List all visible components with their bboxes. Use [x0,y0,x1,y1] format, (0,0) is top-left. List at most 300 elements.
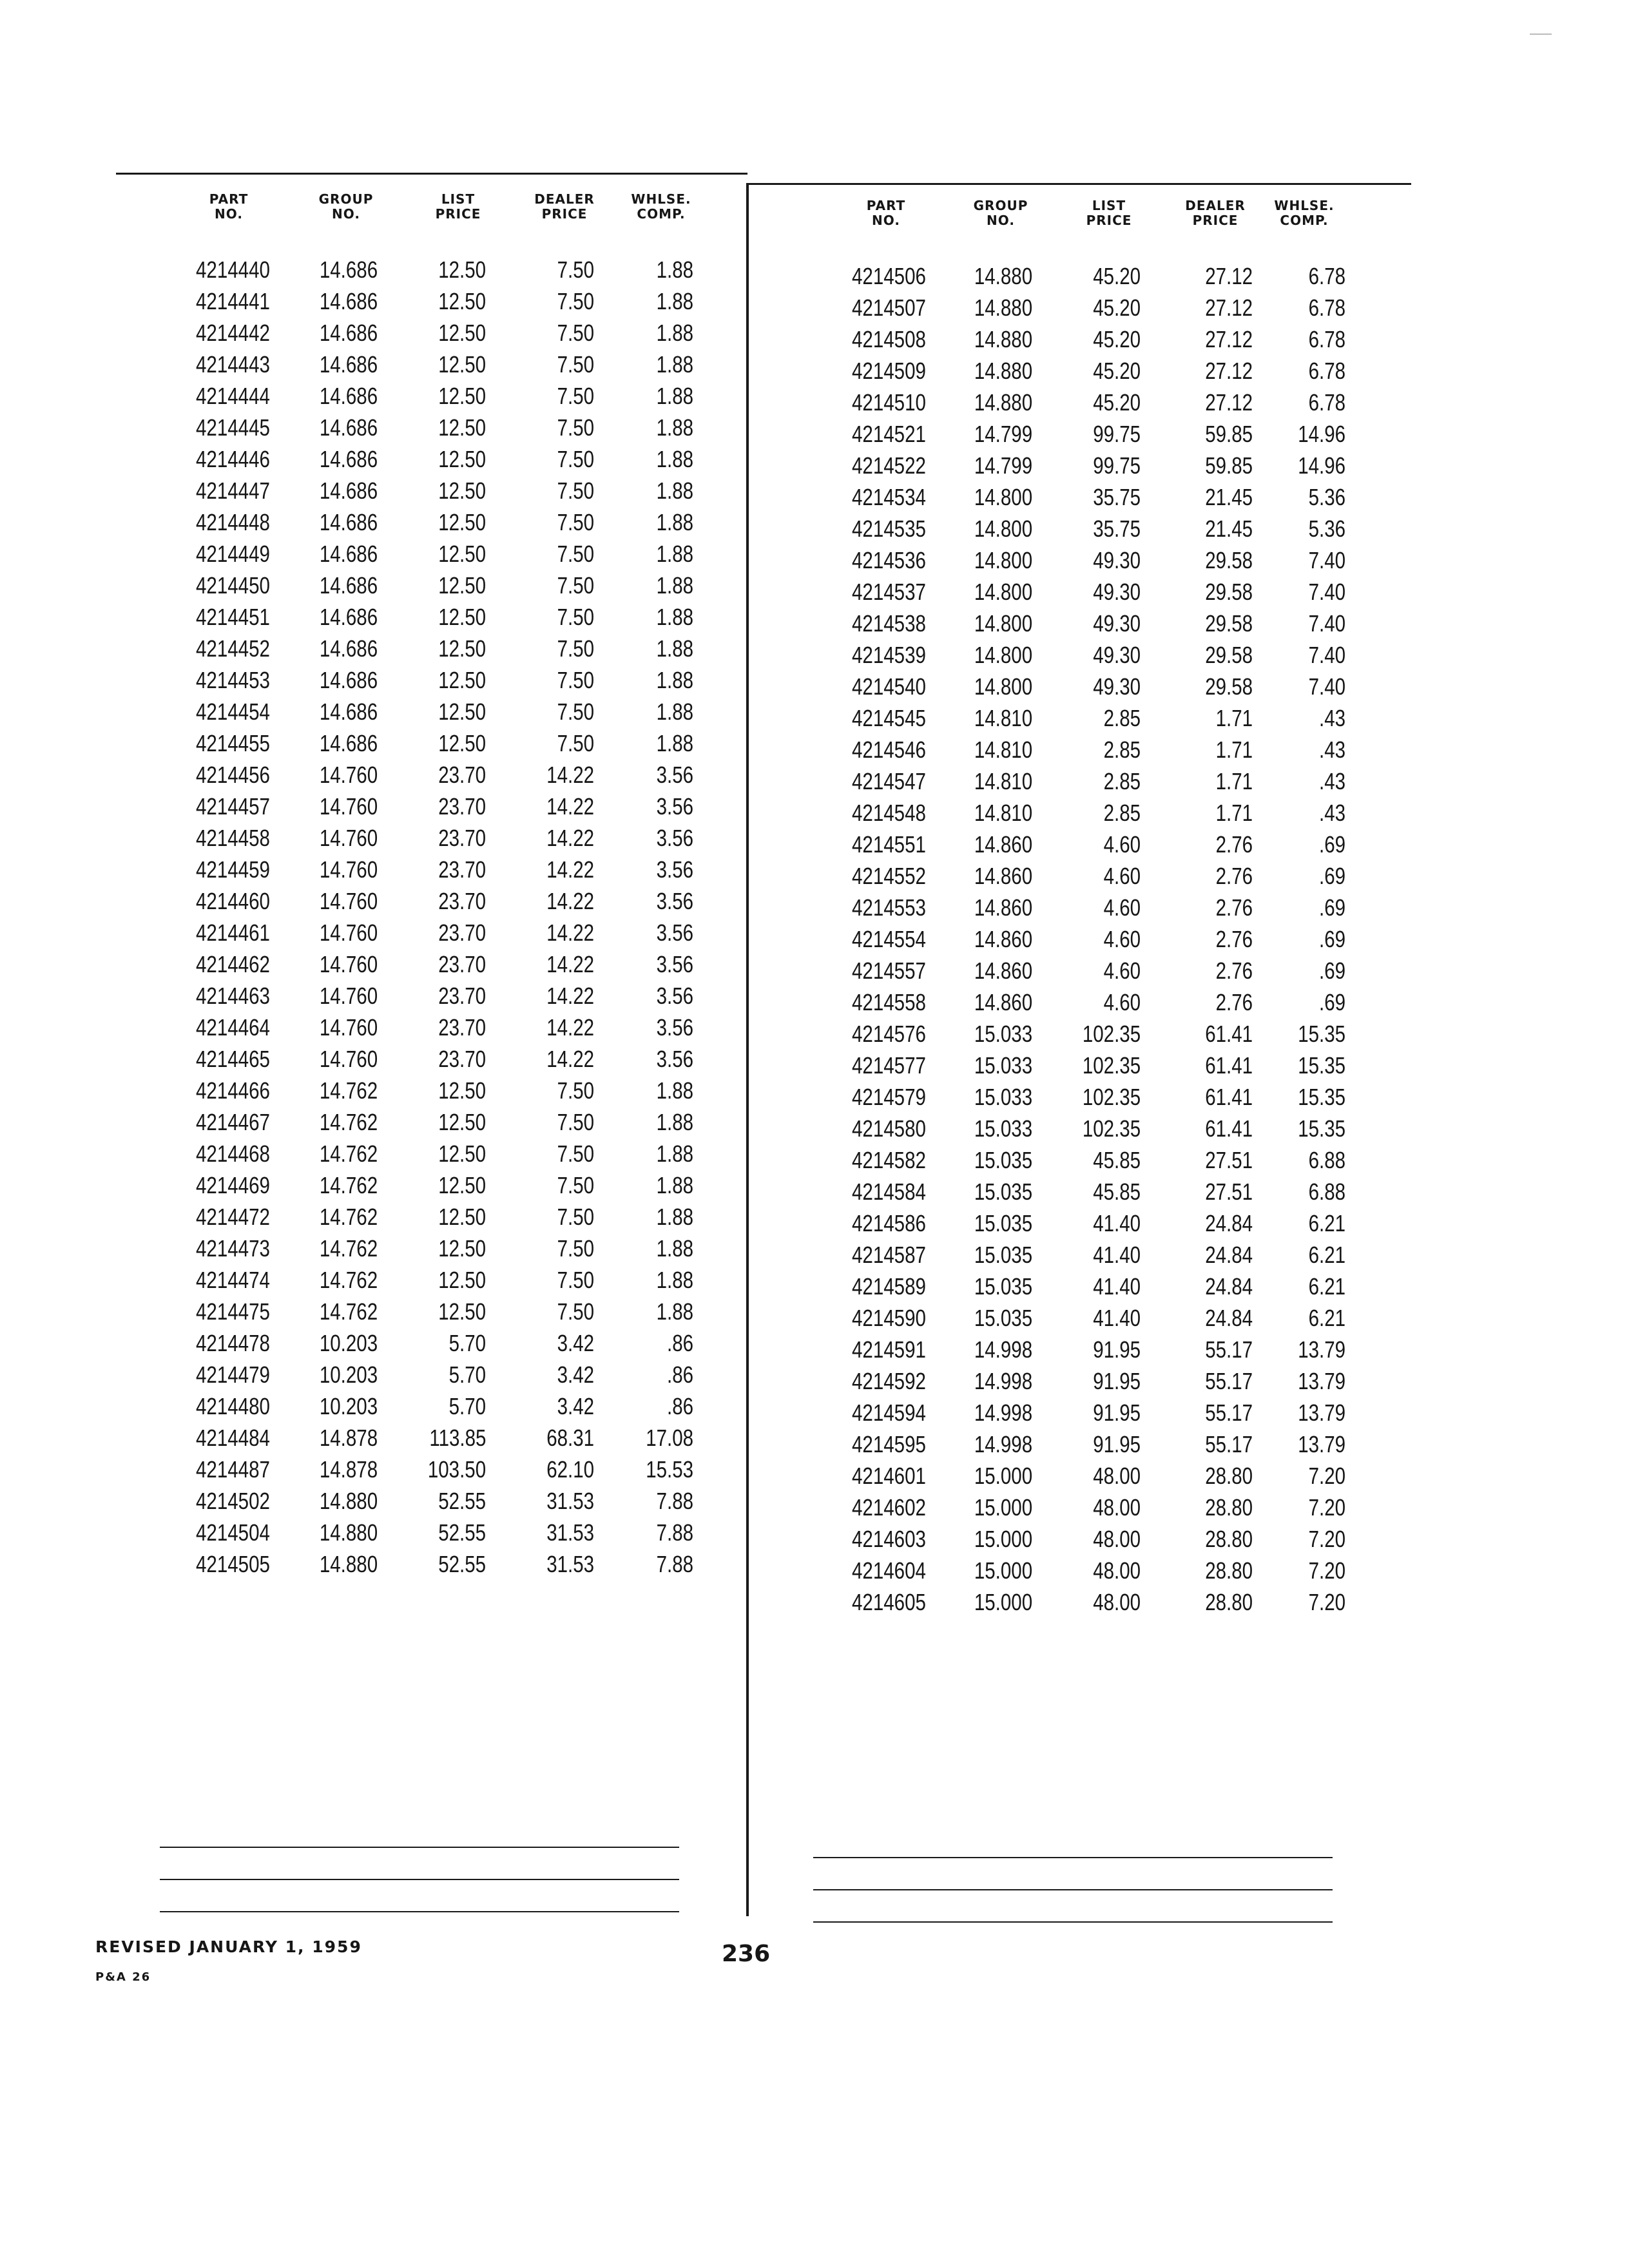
cell-list-price: 113.85 [429,1425,486,1451]
cell-dealer-price: 7.50 [557,1109,594,1135]
cell-part-no: 4214547 [852,768,926,794]
cell-whlse-comp: 1.88 [656,1204,693,1230]
cell-dealer-price: 24.84 [1205,1210,1253,1236]
table-row [184,1517,719,1548]
cell-group-no: 15.033 [974,1115,1032,1142]
cell-dealer-price: 1.71 [1215,736,1253,763]
cell-whlse-comp: .69 [1318,926,1345,952]
cell-whlse-comp: .43 [1318,705,1345,731]
cell-group-no: 14.686 [319,383,378,409]
cell-dealer-price: 1.71 [1215,768,1253,794]
cell-part-no: 4214522 [852,452,926,479]
cell-group-no: 14.686 [319,604,378,630]
cell-group-no: 14.760 [319,825,378,851]
cell-group-no: 14.686 [319,414,378,441]
cell-whlse-comp: 1.88 [656,414,693,441]
cell-dealer-price: 61.41 [1205,1052,1253,1079]
cell-list-price: 41.40 [1093,1242,1141,1268]
table-row [184,1264,719,1296]
cell-group-no: 14.686 [319,320,378,346]
cell-part-no: 4214587 [852,1242,926,1268]
table-row [184,1201,719,1233]
table-row [184,1106,719,1138]
right-table-body [835,260,1370,1618]
blank-line [813,1921,1333,1923]
table-row [835,1397,1370,1428]
table-row [184,759,719,791]
cell-part-no: 4214480 [196,1393,270,1419]
header-part-no: PART NO. [866,198,906,228]
cell-list-price: 12.50 [438,1077,486,1104]
cell-list-price: 12.50 [438,1204,486,1230]
cell-group-no: 14.880 [319,1488,378,1514]
cell-group-no: 14.762 [319,1172,378,1198]
cell-whlse-comp: 13.79 [1298,1431,1345,1457]
cell-group-no: 15.033 [974,1084,1032,1110]
cell-list-price: 49.30 [1093,642,1141,668]
table-row [835,1018,1370,1050]
left-table-body [184,254,719,1580]
cell-list-price: 12.50 [438,698,486,725]
cell-list-price: 12.50 [438,477,486,504]
cell-dealer-price: 68.31 [546,1425,594,1451]
revised-date: REVISED JANUARY 1, 1959 [95,1937,362,1956]
cell-group-no: 14.686 [319,509,378,535]
cell-whlse-comp: 7.20 [1308,1526,1345,1552]
cell-whlse-comp: 1.88 [656,1172,693,1198]
cell-part-no: 4214459 [196,856,270,883]
cell-group-no: 14.998 [974,1431,1032,1457]
header-dealer-price: DEALER PRICE [1185,198,1246,228]
cell-dealer-price: 14.22 [546,1014,594,1041]
cell-part-no: 4214460 [196,888,270,914]
cell-whlse-comp: 6.78 [1308,294,1345,321]
cell-group-no: 14.686 [319,667,378,693]
cell-whlse-comp: 7.88 [656,1519,693,1546]
cell-group-no: 14.760 [319,793,378,820]
cell-list-price: 48.00 [1093,1557,1141,1584]
cell-group-no: 15.035 [974,1210,1032,1236]
cell-list-price: 23.70 [438,825,486,851]
cell-group-no: 14.880 [974,358,1032,384]
cell-group-no: 14.878 [319,1456,378,1483]
cell-part-no: 4214577 [852,1052,926,1079]
cell-whlse-comp: 17.08 [646,1425,693,1451]
cell-list-price: 99.75 [1093,421,1141,447]
cell-dealer-price: 2.76 [1215,831,1253,858]
table-row [835,418,1370,450]
cell-whlse-comp: 1.88 [656,1109,693,1135]
table-row [184,506,719,538]
cell-group-no: 14.800 [974,673,1032,700]
table-row [835,1144,1370,1176]
cell-list-price: 48.00 [1093,1494,1141,1521]
cell-group-no: 14.762 [319,1235,378,1262]
cell-dealer-price: 14.22 [546,1046,594,1072]
cell-whlse-comp: 3.56 [656,793,693,820]
table-row [184,380,719,412]
cell-dealer-price: 7.50 [557,383,594,409]
cell-whlse-comp: 5.36 [1308,515,1345,542]
table-row [835,1113,1370,1144]
cell-list-price: 103.50 [427,1456,486,1483]
cell-list-price: 12.50 [438,383,486,409]
cell-dealer-price: 7.50 [557,604,594,630]
cell-group-no: 14.880 [974,294,1032,321]
cell-group-no: 14.860 [974,863,1032,889]
cell-part-no: 4214535 [852,515,926,542]
header-dealer-price: DEALER PRICE [534,191,595,222]
corner-mark [1530,34,1552,35]
cell-part-no: 4214449 [196,541,270,567]
cell-part-no: 4214605 [852,1589,926,1615]
cell-dealer-price: 27.12 [1205,326,1253,352]
cell-part-no: 4214539 [852,642,926,668]
cell-part-no: 4214576 [852,1021,926,1047]
cell-list-price: 12.50 [438,1109,486,1135]
cell-list-price: 12.50 [438,1267,486,1293]
cell-whlse-comp: 1.88 [656,604,693,630]
cell-part-no: 4214504 [196,1519,270,1546]
cell-dealer-price: 31.53 [546,1551,594,1577]
cell-list-price: 41.40 [1093,1305,1141,1331]
header-part-no: PART NO. [209,191,249,222]
cell-part-no: 4214453 [196,667,270,693]
cell-part-no: 4214451 [196,604,270,630]
cell-whlse-comp: 6.88 [1308,1147,1345,1173]
cell-dealer-price: 24.84 [1205,1242,1253,1268]
cell-dealer-price: 14.22 [546,983,594,1009]
table-row [184,1485,719,1517]
cell-group-no: 15.035 [974,1273,1032,1300]
cell-group-no: 14.686 [319,288,378,314]
cell-whlse-comp: 7.40 [1308,579,1345,605]
cell-whlse-comp: .43 [1318,768,1345,794]
cell-dealer-price: 1.71 [1215,800,1253,826]
table-row [835,1334,1370,1365]
cell-group-no: 14.860 [974,957,1032,984]
cell-whlse-comp: 1.88 [656,1267,693,1293]
cell-group-no: 15.000 [974,1557,1032,1584]
cell-part-no: 4214594 [852,1399,926,1426]
cell-list-price: 12.50 [438,351,486,378]
top-rule-right [747,183,1411,185]
table-row [184,822,719,854]
cell-dealer-price: 61.41 [1205,1021,1253,1047]
cell-group-no: 14.762 [319,1077,378,1104]
blank-line [160,1879,679,1880]
cell-group-no: 15.035 [974,1305,1032,1331]
cell-dealer-price: 7.50 [557,320,594,346]
table-row [835,829,1370,860]
cell-part-no: 4214548 [852,800,926,826]
cell-list-price: 35.75 [1093,484,1141,510]
cell-whlse-comp: 7.40 [1308,673,1345,700]
cell-dealer-price: 27.12 [1205,389,1253,416]
table-row [184,1390,719,1422]
cell-dealer-price: 7.50 [557,1140,594,1167]
cell-dealer-price: 7.50 [557,509,594,535]
cell-list-price: 49.30 [1093,610,1141,637]
cell-list-price: 23.70 [438,1014,486,1041]
cell-list-price: 2.85 [1103,705,1141,731]
cell-group-no: 14.880 [974,263,1032,289]
cell-whlse-comp: 7.20 [1308,1589,1345,1615]
table-row [184,633,719,664]
cell-whlse-comp: 3.56 [656,983,693,1009]
cell-dealer-price: 24.84 [1205,1305,1253,1331]
cell-part-no: 4214455 [196,730,270,756]
cell-part-no: 4214603 [852,1526,926,1552]
cell-group-no: 14.686 [319,541,378,567]
cell-whlse-comp: 1.88 [656,572,693,599]
cell-whlse-comp: 14.96 [1298,452,1345,479]
table-row [835,260,1370,292]
cell-dealer-price: 14.22 [546,762,594,788]
cell-whlse-comp: 1.88 [656,351,693,378]
table-row [835,1523,1370,1555]
cell-group-no: 14.860 [974,926,1032,952]
table-row [184,285,719,317]
cell-part-no: 4214601 [852,1463,926,1489]
cell-group-no: 10.203 [319,1361,378,1388]
cell-part-no: 4214554 [852,926,926,952]
cell-whlse-comp: 1.88 [656,541,693,567]
cell-whlse-comp: 5.36 [1308,484,1345,510]
cell-part-no: 4214473 [196,1235,270,1262]
cell-part-no: 4214538 [852,610,926,637]
cell-group-no: 14.762 [319,1298,378,1325]
table-row [835,1555,1370,1586]
cell-group-no: 15.035 [974,1147,1032,1173]
cell-whlse-comp: 7.40 [1308,642,1345,668]
cell-part-no: 4214454 [196,698,270,725]
cell-dealer-price: 29.58 [1205,610,1253,637]
cell-list-price: 45.85 [1093,1178,1141,1205]
table-row [835,892,1370,923]
cell-whlse-comp: 3.56 [656,1014,693,1041]
cell-list-price: 102.35 [1082,1084,1141,1110]
cell-group-no: 14.760 [319,856,378,883]
cell-group-no: 14.810 [974,705,1032,731]
cell-part-no: 4214584 [852,1178,926,1205]
cell-dealer-price: 7.50 [557,414,594,441]
cell-dealer-price: 31.53 [546,1488,594,1514]
cell-list-price: 52.55 [438,1488,486,1514]
cell-part-no: 4214546 [852,736,926,763]
table-row [835,576,1370,608]
table-row [835,355,1370,387]
table-row [835,1460,1370,1492]
cell-group-no: 14.686 [319,446,378,472]
cell-list-price: 102.35 [1082,1115,1141,1142]
table-row [184,475,719,506]
cell-list-price: 12.50 [438,320,486,346]
table-row [835,860,1370,892]
cell-list-price: 12.50 [438,604,486,630]
cell-list-price: 23.70 [438,951,486,977]
cell-dealer-price: 55.17 [1205,1336,1253,1363]
cell-list-price: 23.70 [438,888,486,914]
cell-whlse-comp: 7.20 [1308,1463,1345,1489]
cell-group-no: 14.686 [319,730,378,756]
cell-group-no: 15.000 [974,1589,1032,1615]
cell-part-no: 4214484 [196,1425,270,1451]
header-whlse-comp: WHLSE. COMP. [1274,198,1335,228]
cell-group-no: 14.686 [319,635,378,662]
cell-list-price: 23.70 [438,856,486,883]
cell-whlse-comp: 1.88 [656,509,693,535]
table-row [184,443,719,475]
cell-dealer-price: 28.80 [1205,1526,1253,1552]
cell-list-price: 12.50 [438,1140,486,1167]
cell-list-price: 41.40 [1093,1210,1141,1236]
cell-dealer-price: 7.50 [557,667,594,693]
cell-dealer-price: 14.22 [546,856,594,883]
cell-part-no: 4214552 [852,863,926,889]
cell-whlse-comp: 6.78 [1308,389,1345,416]
cell-dealer-price: 14.22 [546,919,594,946]
cell-group-no: 14.880 [974,326,1032,352]
table-row [835,292,1370,323]
table-row [184,254,719,285]
table-row [835,1586,1370,1618]
cell-dealer-price: 27.12 [1205,294,1253,321]
table-row [184,317,719,349]
table-row [835,450,1370,481]
cell-dealer-price: 29.58 [1205,579,1253,605]
cell-whlse-comp: 3.56 [656,1046,693,1072]
cell-list-price: 23.70 [438,919,486,946]
cell-part-no: 4214553 [852,894,926,921]
cell-dealer-price: 61.41 [1205,1115,1253,1142]
table-row [835,923,1370,955]
page-number: 236 [722,1941,771,1967]
cell-whlse-comp: 3.56 [656,951,693,977]
table-row [835,765,1370,797]
cell-part-no: 4214463 [196,983,270,1009]
cell-group-no: 14.860 [974,894,1032,921]
left-table-header [184,192,719,254]
cell-group-no: 14.799 [974,452,1032,479]
table-row [184,1422,719,1454]
cell-part-no: 4214445 [196,414,270,441]
cell-dealer-price: 27.12 [1205,263,1253,289]
cell-whlse-comp: 6.21 [1308,1210,1345,1236]
table-row [184,1075,719,1106]
table-row [184,570,719,601]
cell-list-price: 45.20 [1093,358,1141,384]
table-row [835,1207,1370,1239]
cell-list-price: 41.40 [1093,1273,1141,1300]
cell-list-price: 45.85 [1093,1147,1141,1173]
table-row [835,1271,1370,1302]
cell-dealer-price: 27.51 [1205,1147,1253,1173]
cell-whlse-comp: 3.56 [656,762,693,788]
table-row [184,854,719,885]
cell-group-no: 14.686 [319,256,378,283]
cell-group-no: 14.998 [974,1399,1032,1426]
cell-whlse-comp: 6.78 [1308,263,1345,289]
cell-group-no: 14.760 [319,1014,378,1041]
cell-list-price: 2.85 [1103,768,1141,794]
cell-part-no: 4214466 [196,1077,270,1104]
table-row [835,986,1370,1018]
cell-group-no: 10.203 [319,1330,378,1356]
cell-part-no: 4214487 [196,1456,270,1483]
cell-dealer-price: 55.17 [1205,1431,1253,1457]
cell-list-price: 12.50 [438,541,486,567]
cell-list-price: 12.50 [438,414,486,441]
right-table-header [835,198,1370,260]
cell-whlse-comp: 1.88 [656,1235,693,1262]
cell-list-price: 2.85 [1103,800,1141,826]
cell-dealer-price: 7.50 [557,541,594,567]
right-price-table [835,198,1370,1618]
cell-list-price: 48.00 [1093,1526,1141,1552]
cell-dealer-price: 7.50 [557,288,594,314]
cell-dealer-price: 7.50 [557,1204,594,1230]
cell-part-no: 4214448 [196,509,270,535]
cell-list-price: 12.50 [438,256,486,283]
cell-dealer-price: 27.51 [1205,1178,1253,1205]
table-row [835,1239,1370,1271]
table-row [835,797,1370,829]
cell-whlse-comp: .86 [666,1393,693,1419]
cell-list-price: 4.60 [1103,831,1141,858]
cell-list-price: 12.50 [438,1235,486,1262]
cell-dealer-price: 21.45 [1205,515,1253,542]
cell-dealer-price: 1.71 [1215,705,1253,731]
cell-whlse-comp: 1.88 [656,1140,693,1167]
cell-part-no: 4214592 [852,1368,926,1394]
cell-list-price: 5.70 [448,1330,486,1356]
cell-group-no: 14.810 [974,736,1032,763]
cell-list-price: 2.85 [1103,736,1141,763]
cell-part-no: 4214450 [196,572,270,599]
cell-whlse-comp: .43 [1318,736,1345,763]
cell-dealer-price: 7.50 [557,446,594,472]
cell-group-no: 14.878 [319,1425,378,1451]
cell-whlse-comp: 6.78 [1308,326,1345,352]
cell-group-no: 14.760 [319,919,378,946]
cell-whlse-comp: 6.88 [1308,1178,1345,1205]
cell-whlse-comp: 3.56 [656,856,693,883]
cell-whlse-comp: 15.53 [646,1456,693,1483]
table-row [835,955,1370,986]
table-row [835,1365,1370,1397]
cell-group-no: 14.860 [974,831,1032,858]
cell-dealer-price: 7.50 [557,477,594,504]
cell-group-no: 10.203 [319,1393,378,1419]
table-row [835,608,1370,639]
cell-group-no: 14.686 [319,572,378,599]
cell-part-no: 4214440 [196,256,270,283]
cell-whlse-comp: .43 [1318,800,1345,826]
header-list-price: LIST PRICE [1086,198,1132,228]
cell-group-no: 14.760 [319,951,378,977]
cell-list-price: 23.70 [438,1046,486,1072]
cell-part-no: 4214469 [196,1172,270,1198]
cell-list-price: 12.50 [438,288,486,314]
cell-part-no: 4214602 [852,1494,926,1521]
cell-group-no: 15.033 [974,1021,1032,1047]
table-row [184,885,719,917]
cell-part-no: 4214510 [852,389,926,416]
cell-whlse-comp: 13.79 [1298,1368,1345,1394]
cell-dealer-price: 7.50 [557,1077,594,1104]
cell-part-no: 4214467 [196,1109,270,1135]
